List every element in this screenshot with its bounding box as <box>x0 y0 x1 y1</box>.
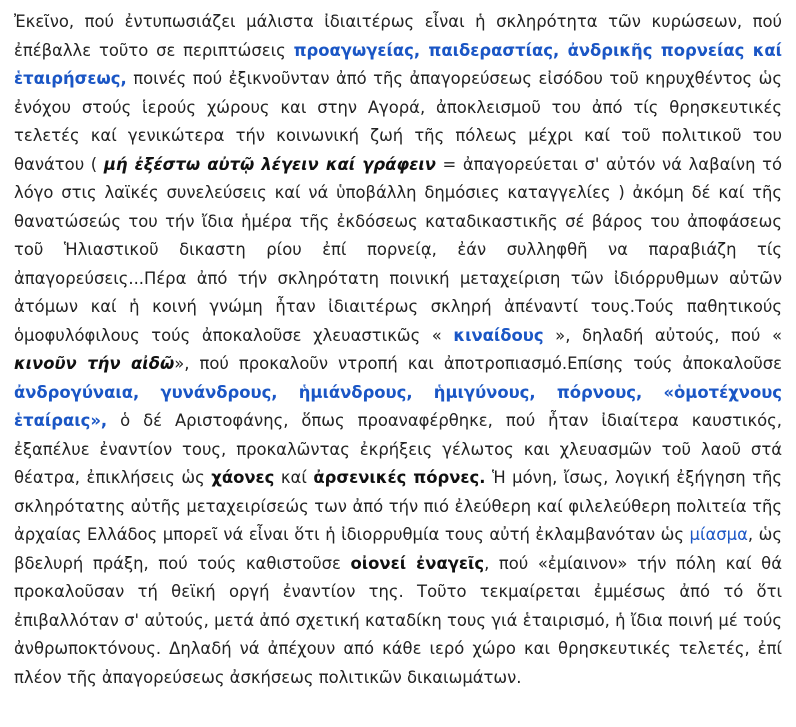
term-link[interactable]: προαγωγείας, παιδεραστίας, ἀνδρικῆς πορνείας καί ἑταιρήσεως, <box>14 40 782 88</box>
quote-phrase: μή ἐξέστω αὐτῷ λέγειν καί γράφειν <box>103 154 436 174</box>
text-run: ὁ δέ Αριστοφάνης, ὅπως προαναφέρθηκε, πού ἦταν ἰδιαίτερα καυστικός, ἐξαπέλυε ἐναντίον τους, προκαλῶντας ἐκρήξεις γέλωτος και χλευασμῶν τοῦ λαοῦ στά θέατρα, ἐπικλήσεις ὡς <box>14 411 782 487</box>
term-link[interactable]: κιναίδους <box>453 325 544 345</box>
text-run: ποινές πού ἐξικνοῦνταν ἀπό τῆς ἀπαγορεύσεως εἰσόδου τοῦ κηρυχθέντος ὡς ἐνόχου στούς ἱερούς χώρους και στην Αγορά, ἀποκλεισμοῦ του ἀπό τίς θρησκευτικές τελετές καί γενικώτερα τήν κοινωνική ζωή τῆς πόλεως μέχρι καί τοῦ πολιτικοῦ του θανάτου ( <box>14 69 782 174</box>
text-run: , πού «ἐμίαινον» τήν πόλη καί θά προκαλοῦσαν τή θεϊκή οργή ἐναντίον της. Τοῦτο τεκμαίρεται ἐμμέσως ἀπό τό ὅτι ἐπιβαλλόταν σ' αὐτούς, μετά ἀπό σχετική καταδίκη τους γιά ἑταιρισμό, ἡ ἴδια ποινή μέ τούς ἀνθρωποκτόνους. Δηλαδή νά ἀπέχουν από κάθε ιερό χώρο και θρησκευτικές τελετές, ἐπί πλέον τῆς ἀπαγορεύσεως ἀσκήσεως πολιτικῶν δικαιωμάτων. <box>14 553 783 687</box>
text-run: Ἡ μόνη, ἴσως, λογική ἐξήγηση τῆς σκληρότατης αὐτῆς μεταχειρίσεώς των ἀπό τήν πιό ἐλεύθερη καί φιλελεύθερη πολιτεία τῆς ἀρχαίας Ελλάδος μπορεῖ νά εἶναι ὅτι ἡ ἰδιορρυθμία τους αὐτή ἐκλαμβανόταν ὡς <box>14 468 783 544</box>
text-run: », πού προκαλοῦν ντροπή και ἀποτροπιασμό.Επίσης τούς ἀποκαλοῦσε <box>174 354 782 373</box>
term-link[interactable]: ἀνδρογύναια, γυνάνδρους, ἡμιάνδρους, ἡμιγύνους, πόρνους, «ὁμοτέχνους ἑταίραις», <box>14 382 782 430</box>
text-run: καί <box>274 468 314 487</box>
text-run: », δηλαδή αὐτούς, πού « <box>543 325 782 345</box>
article-paragraph <box>14 8 782 692</box>
bold-term: χάονες <box>211 468 275 487</box>
text-run: = ἀπαγορεύεται σ' αὐτόν νά λαβαίνη τό λόγο στις λαϊκές συνελεύσεις καί νά ὑποβάλλη δημόσιες καταγγελίες ) ἀκόμη δέ καί τῆς θανατώσεώς του τήν ἴδια ἡμέρα τῆς ἐκδόσεως καταδικαστικῆς σέ βάρος του ἀποφάσεως τοῦ Ἡλιαστικοῦ δικαστη ρίου ἐπί πορνείᾳ, ἐάν συλληφθῆ να παραβιάζη τίς ἀπαγορεύσεις...Πέρα ἀπό τήν σκληρότατη ποινική μεταχείριση τῶν ἰδιόρρυθμων αὐτῶν ἀτόμων καί ἡ κοινή γνώμη ἦταν ἰδιαιτέρως σκληρή ἀπέναντί τους.Τούς παθητικούς ὁμοφυλόφιλους τούς ἀποκαλοῦσε χλευαστικῶς « <box>14 154 782 345</box>
text-run: Ἐκεῖνο, πού ἐντυπωσιάζει μάλιστα ἰδιαιτέρως εἶναι ἡ σκληρότητα τῶν κυρώσεων, πού ἐπέβαλλε τοῦτο σε περιπτώσεις <box>14 12 782 60</box>
bold-term: οἰονεί ἐναγεῖς <box>350 553 485 573</box>
term-link[interactable]: μίασμα <box>689 525 748 544</box>
quote-phrase: κινοῦν τήν αἰδῶ <box>14 354 175 373</box>
bold-term: ἀρσενικές πόρνες. <box>313 468 486 487</box>
text-run: , ὡς βδελυρή πράξη, πού τούς καθιστοῦσε <box>14 525 782 573</box>
